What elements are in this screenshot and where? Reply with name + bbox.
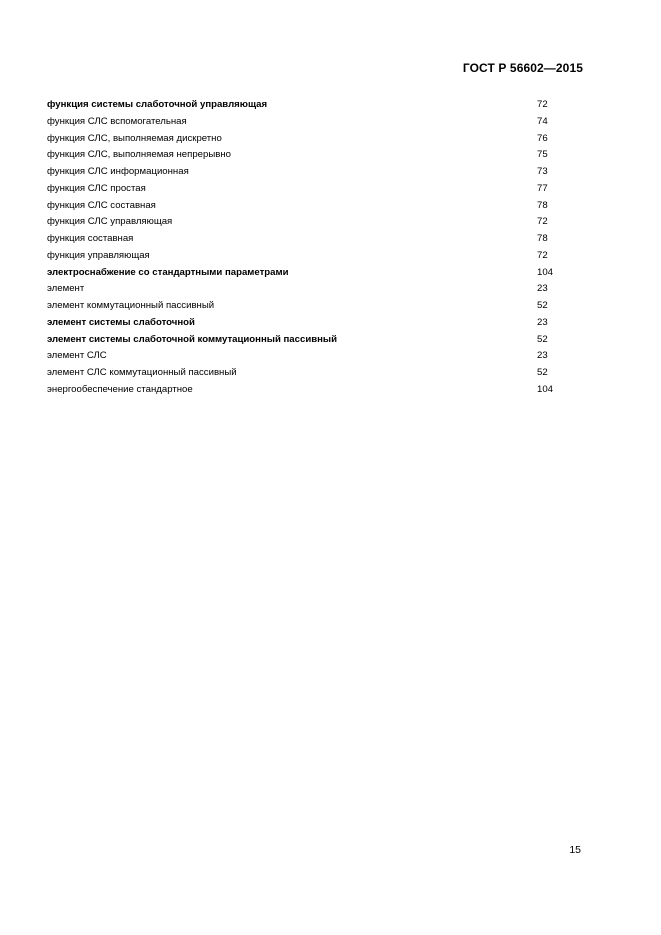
alphabetical-index-list [47,97,587,399]
index-page-ref: 72 [537,216,548,228]
index-entry [47,114,587,131]
index-page-ref: 52 [537,367,548,378]
index-entry [47,181,587,198]
index-entry [47,147,587,164]
index-entry [47,164,587,181]
index-entry [47,248,587,265]
page-number: 15 [569,844,581,856]
index-term: функция СЛС составная [47,199,156,211]
index-page-ref: 77 [537,182,548,194]
document-standard-code: ГОСТ Р 56602—2015 [462,61,583,75]
index-term: функция СЛС информационная [47,166,189,177]
index-entry [47,298,587,315]
index-page-ref: 104 [537,266,554,278]
index-page-ref: 72 [537,99,548,110]
index-page-ref: 52 [537,300,548,311]
index-page-ref: 75 [537,149,548,161]
index-term: элемент системы слаботочной коммутационный пассивный [47,333,337,345]
index-term: элемент СЛС коммутационный пассивный [47,367,237,378]
index-entry [47,97,587,114]
index-page-ref: 72 [537,249,548,261]
index-entry [47,281,587,298]
index-entry [47,198,587,215]
index-term: функция составная [47,233,134,244]
index-term: элемент системы слаботочной [47,316,195,328]
index-term: функция СЛС вспомогательная [47,115,187,127]
index-page-ref: 76 [537,132,548,144]
index-term: функция управляющая [47,249,150,261]
index-entry [47,332,587,349]
index-entry [47,214,587,231]
index-page-ref: 73 [537,166,548,177]
index-term: энергообеспечение стандартное [47,383,193,395]
index-page-ref: 23 [537,316,548,328]
index-term: элемент [47,283,85,295]
index-page-ref: 23 [537,350,548,362]
index-term: функция СЛС управляющая [47,216,173,228]
index-term: функция системы слаботочной управляющая [47,99,268,110]
index-page-ref: 52 [537,333,548,345]
index-entry [47,315,587,332]
index-entry [47,382,587,399]
index-entry [47,348,587,365]
index-term: функция СЛС, выполняемая дискретно [47,132,222,144]
index-entry [47,231,587,248]
index-entry [47,365,587,382]
index-term: элемент СЛС [47,350,107,362]
index-page-ref: 78 [537,233,548,244]
index-entry [47,131,587,148]
index-page-ref: 104 [537,383,554,395]
index-page-ref: 23 [537,283,548,295]
index-term: электроснабжение со стандартными параметрами [47,266,289,278]
index-term: элемент коммутационный пассивный [47,300,215,311]
index-term: функция СЛС, выполняемая непрерывно [47,149,231,161]
index-page-ref: 74 [537,115,548,127]
index-term: функция СЛС простая [47,182,146,194]
index-page-ref: 78 [537,199,548,211]
index-entry [47,265,587,282]
